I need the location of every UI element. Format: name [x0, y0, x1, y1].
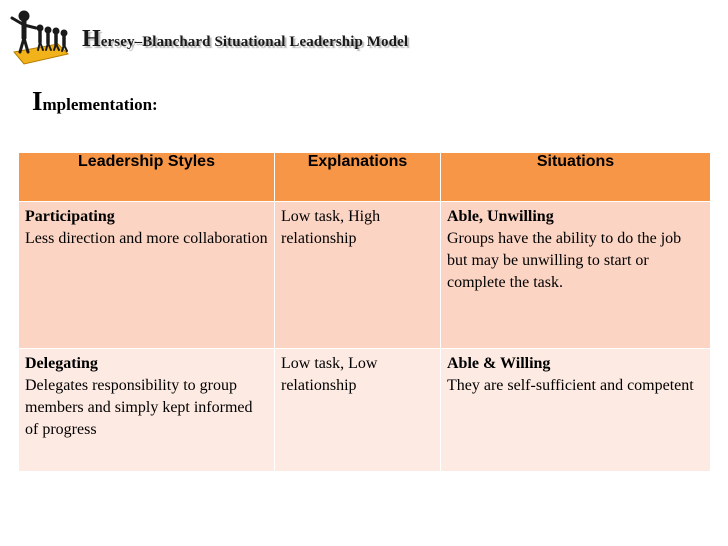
- leader-figures-icon: [6, 8, 76, 68]
- table-row: [19, 349, 711, 472]
- title-rest: ersey–Blanchard Situational Leadership Model: [100, 34, 409, 50]
- table-row: [19, 202, 711, 349]
- section-heading: [32, 86, 158, 117]
- explanation-cell: [275, 202, 441, 349]
- title-initial: H: [82, 26, 101, 52]
- column-header-leadership-styles: Leadership Styles: [19, 153, 275, 202]
- table-header-row: [19, 153, 711, 202]
- situation-cell: [441, 202, 711, 349]
- style-cell: [19, 349, 275, 472]
- style-name: Participating: [25, 208, 115, 225]
- style-cell: [19, 202, 275, 349]
- page-title: [82, 26, 408, 53]
- situation-name: Able & Willing: [447, 355, 551, 372]
- column-header-explanations: Explanations: [275, 153, 441, 202]
- situation-name: Able, Unwilling: [447, 208, 554, 225]
- leadership-table: [18, 152, 711, 472]
- explanation-text: Low task, High relationship: [281, 208, 381, 247]
- style-name: Delegating: [25, 355, 98, 372]
- section-rest: mplementation:: [42, 95, 158, 114]
- situation-description: Groups have the ability to do the job but may be unwilling to start or complete the task.: [447, 230, 682, 291]
- style-description: Less direction and more collaboration: [25, 230, 268, 247]
- situation-cell: [441, 349, 711, 472]
- explanation-cell: [275, 349, 441, 472]
- section-initial: I: [32, 86, 43, 116]
- situation-description: They are self-sufficient and competent: [447, 377, 694, 394]
- column-header-situations: Situations: [441, 153, 711, 202]
- explanation-text: Low task, Low relationship: [281, 355, 378, 394]
- style-description: Delegates responsibility to group members and simply kept informed of progress: [25, 377, 253, 438]
